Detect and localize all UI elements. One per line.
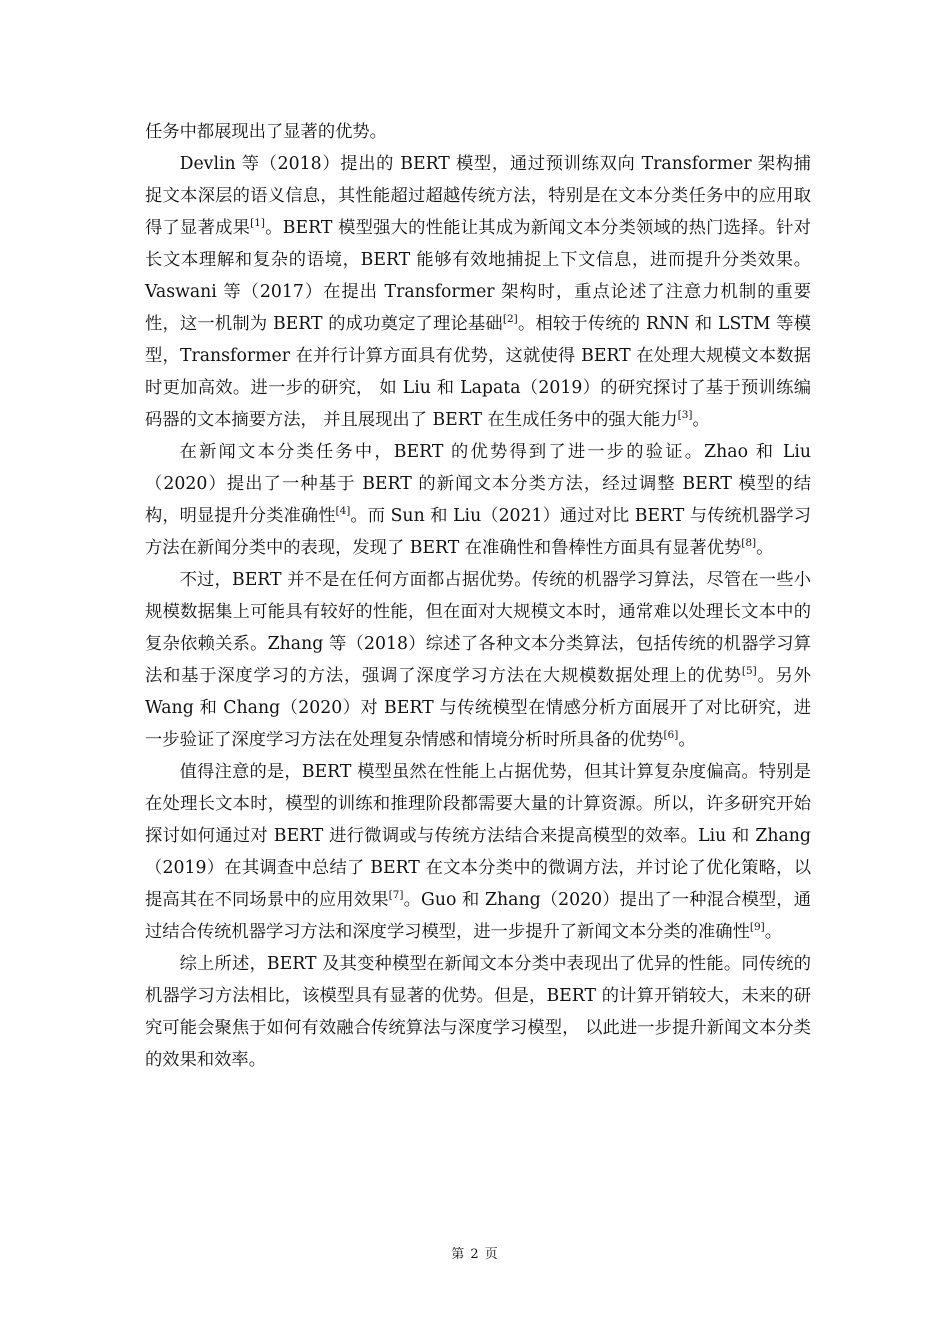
paragraph-text: 。Guo 和 Zhang（2020）提出了一种混合模型，通过结合传统机器学习方法和深度学习模型，进一步提升了新闻文本分类的准确性 [145, 890, 811, 942]
paragraph [145, 564, 811, 756]
paragraph-text: 。 [764, 922, 783, 942]
page-footer: 第 2 页 [451, 1247, 499, 1262]
citation-ref: [7] [388, 889, 404, 902]
paragraph-text: Devlin 等（2018）提出的 BERT 模型，通过预训练双向 Transformer 架构捕捉文本深层的语义信息，其性能超过超越传统方法，特别是在文本分类任务中的应用取得了显著成果 [145, 154, 811, 238]
paragraph [145, 116, 811, 148]
citation-ref: [6] [663, 729, 679, 742]
citation-ref: [4] [335, 505, 351, 518]
paragraph-text: 。而 Sun 和 Liu（2021）通过对比 BERT 与传统机器学习方法在新闻分类中的表现，发现了 BERT 在准确性和鲁棒性方面具有显著优势 [145, 506, 811, 558]
paragraph-text: 综上所述，BERT 及其变种模型在新闻文本分类中表现出了优异的性能。同传统的机器学习方法相比，该模型具有显著的优势。但是，BERT 的计算开销较大，未来的研究可能会聚焦于如何有效融合传统算法与深度学习模型， 以此进一步提升新闻文本分类的效果和效率。 [145, 954, 811, 1070]
citation-ref: [2] [502, 313, 518, 326]
paragraph [145, 436, 811, 564]
paragraph-text: 。 [678, 730, 696, 750]
paragraph-text: 。BERT 模型强大的性能让其成为新闻文本分类领域的热门选择。针对长文本理解和复杂的语境，BERT 能够有效地捕捉上下文信息，进而提升分类效果。Vaswani 等（2017）在提出 Transformer 架构时，重点论述了注意力机制的重要性，这一机制为 BERT 的成功奠定了理论基础 [145, 218, 811, 334]
paragraph-text: 。 [692, 410, 710, 430]
citation-ref: [8] [741, 537, 757, 550]
paragraph-text: 任务中都展现出了显著的优势。 [145, 122, 387, 142]
paragraph-text: 。另外 Wang 和 Chang（2020）对 BERT 与传统模型在情感分析方面展开了对比研究，进一步验证了深度学习方法在处理复杂情感和情境分析时所具备的优势 [145, 666, 811, 750]
citation-ref: [1] [250, 217, 266, 230]
paragraph [145, 148, 811, 436]
paragraph-text: 。相较于传统的 RNN 和 LSTM 等模型，Transformer 在并行计算方面具有优势，这就使得 BERT 在处理大规模文本数据时更加高效。进一步的研究， 如 Liu 和 Lapata（2019）的研究探讨了基于预训练编码器的文本摘要方法， 并且展现出了 BERT 在生成任务中的强大能力 [145, 314, 811, 430]
paragraph-text: 值得注意的是，BERT 模型虽然在性能上占据优势，但其计算复杂度偏高。特别是在处理长文本时，模型的训练和推理阶段都需要大量的计算资源。所以，许多研究开始探讨如何通过对 BERT 进行微调或与传统方法结合来提高模型的效率。Liu 和 Zhang（2019）在其调查中总结了 BERT 在文本分类中的微调方法，并讨论了优化策略，以提高其在不同场景中的应用效果 [145, 762, 811, 910]
citation-ref: [3] [677, 409, 693, 422]
paragraph-text: 。 [756, 538, 774, 558]
citation-ref: [5] [741, 665, 757, 678]
paragraph [145, 756, 811, 948]
body-text [145, 116, 811, 1076]
paragraph-text: 不过，BERT 并不是在任何方面都占据优势。传统的机器学习算法，尽管在一些小规模数据集上可能具有较好的性能，但在面对大规模文本时，通常难以处理长文本中的复杂依赖关系。Zhang 等（2018）综述了各种文本分类算法，包括传统的机器学习算法和基于深度学习的方法，强调了深度学习方法在大规模数据处理上的优势 [145, 570, 811, 686]
paragraph-text: 在新闻文本分类任务中，BERT 的优势得到了进一步的验证。Zhao 和 Liu（2020）提出了一种基于 BERT 的新闻文本分类方法，经过调整 BERT 模型的结构，明显提升分类准确性 [145, 442, 811, 526]
paragraph [145, 948, 811, 1076]
citation-ref: [9] [749, 921, 765, 934]
